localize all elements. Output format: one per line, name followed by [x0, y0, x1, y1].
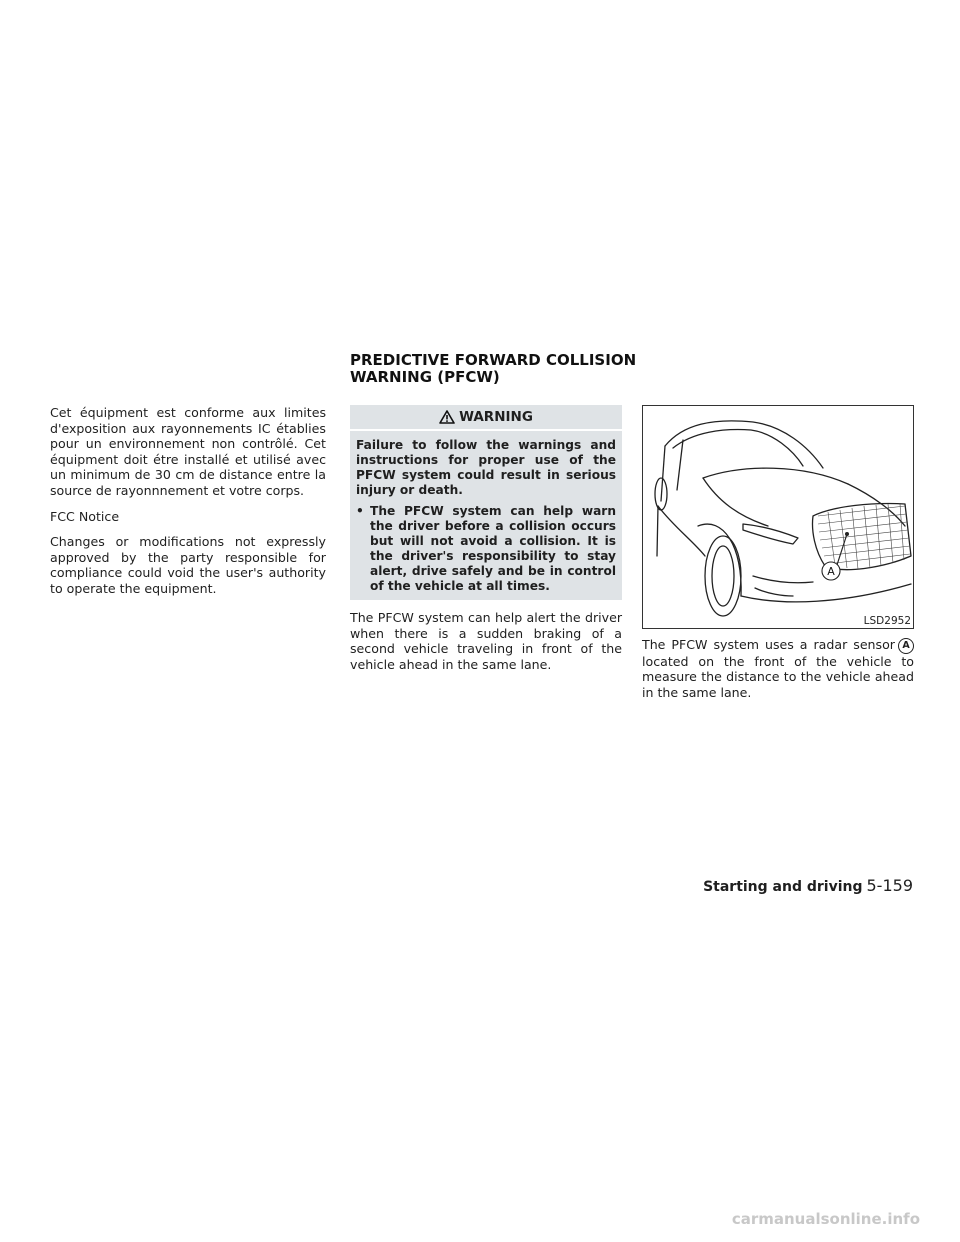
heading-line-2: WARNING (PFCW) — [350, 368, 500, 386]
ic-compliance-paragraph: Cet équipment est conforme aux limites d'exposition aux rayonnements IC établies pour un environnement non contrôlé. Cet équipment doit étre installé et utilisé avec un minimum de 30 cm de distance entre la source de rayonnnement et votre corps. — [50, 405, 326, 498]
warning-header — [350, 405, 622, 431]
warning-intro: Failure to follow the warnings and instructions for proper use of the PFCW system could result in serious injury or death. — [356, 438, 616, 497]
fcc-notice-title: FCC Notice — [50, 508, 120, 524]
warning-box — [350, 405, 622, 600]
warning-bullet — [356, 504, 616, 594]
warning-triangle-icon — [439, 410, 455, 424]
footer-section-title: Starting and driving — [703, 879, 863, 895]
middle-column — [350, 405, 622, 682]
vehicle-figure — [642, 405, 914, 629]
page-footer — [703, 876, 913, 895]
fcc-notice-paragraph: Changes or modifications not expressly approved by the party responsible for compliance could void the user's authority to operate the equipment. — [50, 534, 326, 596]
left-column — [50, 405, 326, 607]
radar-sensor-paragraph — [642, 637, 914, 700]
radar-text-start: The PFCW system uses a radar sensor — [642, 637, 895, 652]
radar-text-end: located on the front of the vehicle to measure the distance to the vehicle ahead in the same lane. — [642, 653, 914, 700]
figure-code: LSD2952 — [863, 615, 911, 627]
warning-body — [350, 431, 622, 600]
right-column — [642, 405, 914, 710]
watermark-text: carmanualsonline.info — [731, 1210, 920, 1228]
heading-line-1: PREDICTIVE FORWARD COLLISION — [350, 351, 637, 369]
bullet-marker: • — [356, 504, 364, 518]
warning-bullet-text: The PFCW system can help warn the driver before a collision occurs but will not avoid a collision. It is the driver's responsibility to stay alert, drive safely and be in control of the vehicle at all times. — [370, 504, 616, 593]
figure-callout-a: A — [827, 565, 835, 578]
callout-a-badge: A — [898, 638, 914, 654]
page-number: 5-159 — [866, 876, 913, 895]
warning-title: WARNING — [459, 409, 533, 425]
pfcw-description-paragraph: The PFCW system can help alert the driver when there is a sudden braking of a second vehicle traveling in front of the vehicle ahead in the same lane. — [350, 610, 622, 672]
vehicle-front-illustration — [643, 406, 913, 628]
section-heading — [350, 352, 650, 386]
